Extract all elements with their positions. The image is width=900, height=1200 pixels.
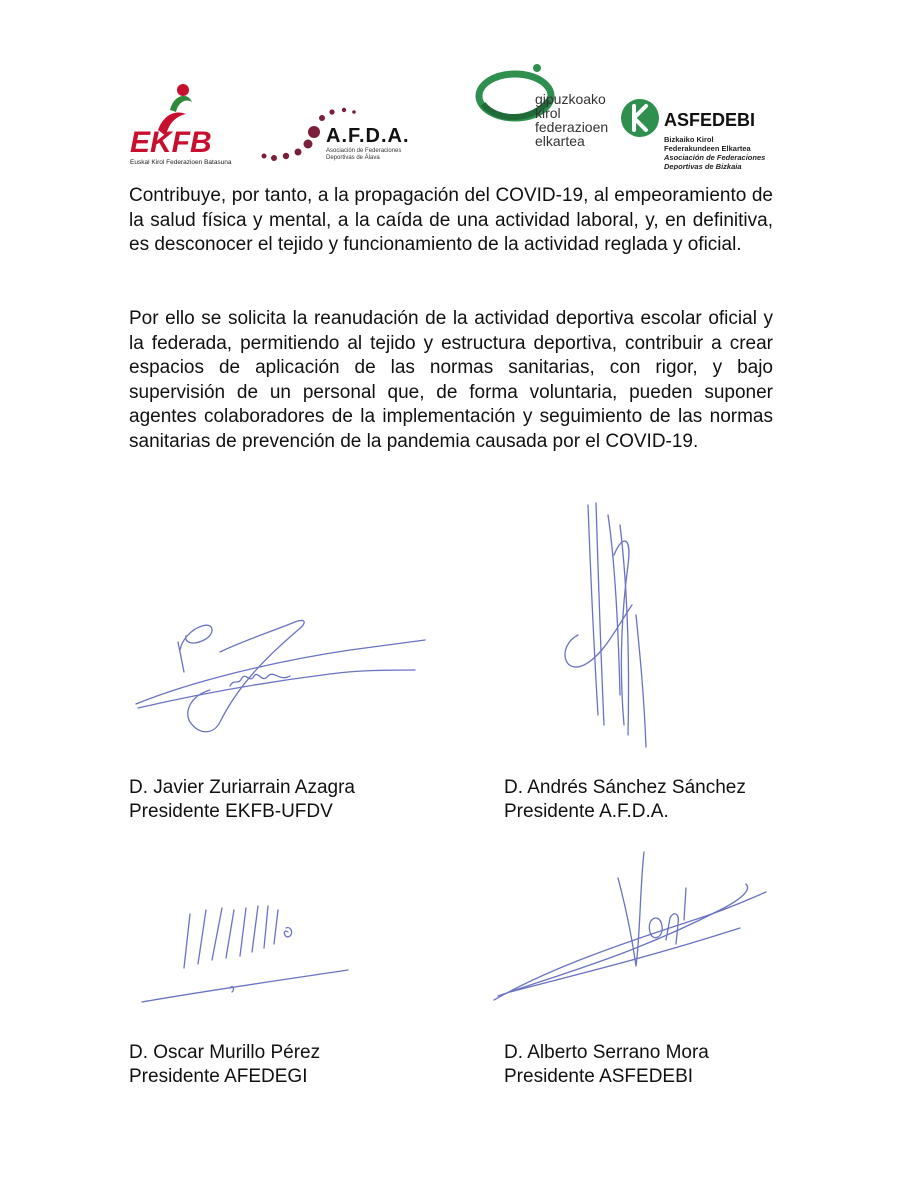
afda-subtitle-2: Deportivas de Álava (326, 155, 380, 161)
signature-4 (490, 848, 770, 1008)
signer-title: Presidente AFEDEGI (129, 1066, 308, 1087)
signer-name: D. Andrés Sánchez Sánchez (504, 777, 746, 798)
signer-block-2 (504, 776, 746, 824)
ekfb-logo (128, 80, 258, 170)
gipuzkoa-line-2: kirol (535, 105, 561, 121)
signer-title: Presidente A.F.D.A. (504, 801, 669, 822)
afda-logo (258, 100, 458, 170)
afda-name: A.F.D.A. (326, 125, 410, 147)
signature-1 (130, 612, 430, 742)
signer-name: D. Oscar Murillo Pérez (129, 1042, 321, 1063)
asfedebi-line-1: Bizkaiko Kirol (664, 135, 714, 144)
paragraph-1: Contribuye, por tanto, a la propagación del COVID-19, al empeoramiento de la salud física y mental, a la caída de una actividad laboral, y, en definitiva, es desconocer el tejido y funcionamiento de la actividad reglada y oficial. (129, 185, 773, 255)
afda-subtitle-1: Asociación de Federaciones (326, 148, 402, 154)
signer-name: D. Alberto Serrano Mora (504, 1042, 709, 1063)
ekfb-name: EKFB (130, 126, 212, 159)
signer-block-3 (129, 1041, 320, 1089)
gipuzkoa-line-4: elkartea (535, 133, 585, 149)
asfedebi-line-4: Deportivas de Bizkaia (664, 162, 742, 170)
signer-name: D. Javier Zuriarrain Azagra (129, 777, 355, 798)
signer-block-4 (504, 1041, 709, 1089)
signature-2 (548, 495, 668, 755)
signature-3 (138, 898, 358, 1008)
asfedebi-logo (620, 98, 790, 170)
asfedebi-line-3: Asociación de Federaciones (664, 153, 766, 162)
ekfb-subtitle: Euskal Kirol Federazioen Batasuna (130, 159, 232, 166)
signer-block-1 (129, 776, 355, 824)
gipuzkoa-line-3: federazioen (535, 119, 609, 135)
gipuzkoa-line-1: gipuzkoako (535, 91, 606, 107)
signer-title: Presidente ASFEDEBI (504, 1066, 694, 1087)
gipuzkoa-logo (475, 60, 625, 160)
asfedebi-line-2: Federakundeen Elkartea (664, 144, 751, 153)
asfedebi-name: ASFEDEBI (664, 110, 756, 130)
paragraph-2: Por ello se solicita la reanudación de la actividad deportiva escolar oficial y la federada, permitiendo al tejido y estructura deportiva, contribuir a crear espacios de aplicación de las normas sanitarias, con rigor, y bajo supervisión de un personal que, de forma voluntaria, pueden suponer agentes colaboradores de la implementación y seguimiento de las normas sanitarias de prevención de la pandemia causada por el COVID-19. (129, 308, 773, 452)
logo-strip (120, 60, 800, 170)
signer-title: Presidente EKFB-UFDV (129, 801, 333, 822)
